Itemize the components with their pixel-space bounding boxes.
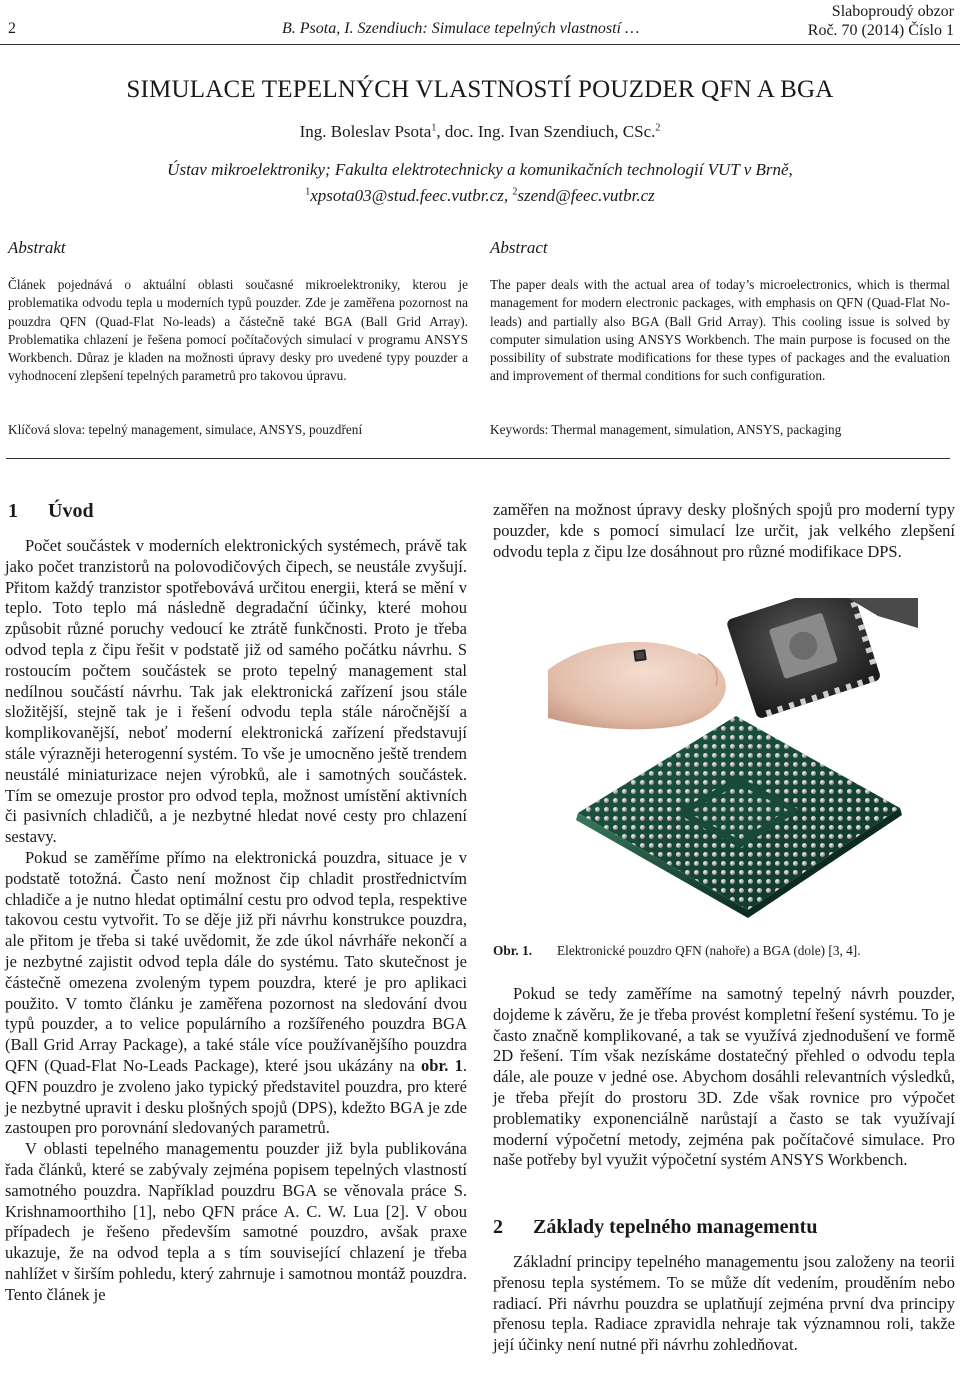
email-2-sup: 2 — [512, 186, 518, 198]
figure-1-caption — [493, 943, 861, 959]
section-2-title: Základy tepelného managementu — [533, 1216, 818, 1238]
paragraph-2 — [5, 848, 467, 1139]
abstract-cz-keywords: Klíčová slova: tepelný management, simulace, ANSYS, pouzdření — [8, 422, 363, 437]
email-1-sup: 1 — [305, 186, 311, 198]
email-1: xpsota03@stud.feec.vutbr.cz, — [310, 186, 513, 205]
section-1-title: Úvod — [48, 500, 94, 522]
abstract-cz-text: Článek pojednává o aktuální oblasti současné mikroelektroniky, kterou je problematika odvodu tepla u moderních typů pouzder. Zde je zaměřena pozornost na pouzdra QFN (Quad-Flat No-leads) a částečně také BGA (Ball Grid Array). Problematika chlazení je řešena pomocí počítačových simulací v programu ANSYS Workbench. Důraz je kladen na možnosti úpravy desky pro uvedené typy pouzder a vyhodnocení zlepšení tepelných parametrů pro takovou úpravu. — [8, 277, 468, 384]
paragraph-4: zaměřen na možnost úpravy desky plošných spojů pro moderní typy pouzder, kde s pomocí simulací lze určit, jak velkého zlepšení odvodu tepla z čipu lze dosáhnout pro různé modifikace DPS. — [493, 500, 955, 561]
journal-info — [808, 2, 954, 40]
journal-issue: Roč. 70 (2014) Číslo 1 — [807, 22, 954, 39]
abstract-en-keywords: Keywords: Thermal management, simulation, ANSYS, packaging — [490, 422, 842, 437]
abstract-cz-heading: Abstrakt — [8, 238, 66, 257]
page-number: 2 — [8, 20, 16, 37]
figure-1-image — [548, 598, 918, 934]
abstract-en-heading: Abstract — [490, 238, 548, 257]
emails-line — [0, 186, 960, 206]
affiliation: Ústav mikroelektroniky; Fakulta elektrotechnicky a komunikačních technologií VUT v Brně, — [167, 160, 793, 179]
authors-line — [0, 122, 960, 142]
author-1-sup: 1 — [431, 122, 437, 134]
email-2: szend@feec.vutbr.cz — [517, 186, 655, 205]
header-rule — [0, 44, 960, 45]
journal-name: Slaboproudý obzor — [831, 3, 954, 20]
paragraph-3: V oblasti tepelného managementu pouzder již byla publikována řada článků, které se zabývaly zejména popisem tepelných vlastností samotného pouzdra. Například pouzdru BGA se věnovala práce S. Krishnamoorthiho [1], nebo QFN práce A. C. W. Lua [2]. V obou případech je řešeno především samotné pouzdro, avšak praxe ukazuje, že na odvod tepla a s tím související chlazení je třeba nahlížet v širším pohledu, který zahrnuje i samotnou montáž pouzdra. Tento článek je — [5, 1139, 467, 1304]
right-column-top — [493, 500, 955, 562]
paragraph-5: Pokud se tedy zaměříme na samotný tepelný návrh pouzder, dojdeme k závěru, že je třeba provést kompletní řešení systému. To je často značně komplikované, a tak se využívá zjednodušení ve formě 2D řešení. Tím však nezískáme dostatečný přehled o odvodu tepla dále, ale pouze v jedné ose. Abychom dosáhli relevantních výsledků, je třeba přejít do prostoru 3D. Zde však rovnice pro výpočet problematiky exponenciálně narůstají a často se tak využívají moderní výpočetní metody, zejména pak počítačové simulace. Pro naše potřeby byl využit výpočetní systém ANSYS Workbench. — [493, 984, 955, 1170]
abstract-en-text: The paper deals with the actual area of today’s microelectronics, which is thermal management for modern electronic packages, with emphasis on QFN (Quad-Flat No-leads) and partially also BGA (Ball Grid Array). This cooling issue is solved by computer simulation using ANSYS Workbench. The main purpose is focused on the possibility of substrate modifications for these types of packages and the evaluation and improvement of thermal conditions for such configuration. — [490, 277, 950, 384]
figure-reference: obr. 1 — [421, 1055, 463, 1075]
section-2-number: 2 — [493, 1216, 503, 1238]
section-2-heading — [493, 1216, 817, 1239]
section-1-number: 1 — [8, 500, 18, 522]
left-column — [5, 536, 467, 1305]
qfn-bga-illustration — [548, 598, 918, 934]
right-column-section-2 — [493, 1252, 955, 1356]
author-2-sup: 2 — [655, 122, 661, 134]
running-title: B. Psota, I. Szendiuch: Simulace tepelných vlastností … — [282, 20, 640, 37]
paragraph-1: Počet součástek v moderních elektronických systémech, právě tak jako počet tranzistorů na polovodičových čipech, se neustále zvyšují. Přitom každý tranzistor spotřebovává určitou energii, která se mění v teplo. Toto teplo má následně degradační účinky, které mohou způsobit různé poruchy vedoucí ke ztrátě funkčnosti. Proto je třeba odvod tepla z čipu řešit v podstatě již od samého počátku návrhu. S rostoucím počtem součástek se proto tepelný management stal nedílnou součástí návrhu. Tak jak elektronická zařízení jsou stále složitější, stejně tak je i řešení odvodu tepla stále náročnější a komplikovanější, neboť moderní elektronická zařízení představují stále výrazněji heterogenní systém. To vše je umocněno ještě trendem neustálé miniaturizace nejen výrobků, ale i samotných součástek. Tím se omezuje prostor pro odvod tepla, možnost umístění aktivních či pasivních chladičů, a je nezbytné hledat nové cesty pro chlazení sestavy. — [5, 536, 467, 847]
author-2: , doc. Ing. Ivan Szendiuch, CSc. — [436, 122, 656, 141]
figure-1-caption-text: Elektronické pouzdro QFN (nahoře) a BGA (dole) [3, 4]. — [557, 943, 861, 958]
section-1-heading — [8, 500, 94, 523]
right-column-bottom — [493, 984, 955, 1171]
abstract-rule — [6, 458, 950, 459]
figure-1-label: Obr. 1. — [493, 943, 533, 958]
paragraph-6: Základní principy tepelného managementu jsou založeny na teorii přenosu tepla systémem. To se může dít vedením, prouděním nebo radiací. Při návrhu pouzdra se uplatňují zejména první dva principy přenosu tepla. Radiace zpravidla nehraje tak významnou roli, takže její účinky není nutné při návrhu zohledňovat. — [493, 1252, 955, 1355]
paper-title: SIMULACE TEPELNÝCH VLASTNOSTÍ POUZDER QFN A BGA — [126, 76, 834, 103]
author-1: Ing. Boleslav Psota — [299, 122, 432, 141]
paragraph-2-text-b: . QFN pouzdro je zvoleno jako typický představitel pouzdra, pro které je nezbytné upravit i desku plošných spojů (DPS), kdežto BGA je zde zastoupen pro porovnání sledovaných parametrů. — [5, 1055, 467, 1138]
paragraph-2-text-a: Pokud se zaměříme přímo na elektronická pouzdra, situace je v podstatě totožná. Často není možnost čip chladit prostřednictvím chladiče a je nutno hledat optimální cestu pro odvod tepla, respektive takovou cestu vytvořit. To se děje již při návrhu konstrukce pouzdra, ale přitom je třeba si také uvědomit, že zde úkol návrháře nekončí a je nezbytné zajistit odvod tepla dále do systému. Tato skutečnost je částečně omezena zvoleným typem pouzdra, které je pro aplikaci použito. V tomto článku je zaměřena pozornost na sledování dvou typů pouzder, a to velice populárního a rozšířeného pouzdra BGA (Ball Grid Array Package), a také stále více používanějšího pouzdra QFN (Quad-Flat No-Leads Package), které jsou ukázány na — [5, 847, 467, 1075]
